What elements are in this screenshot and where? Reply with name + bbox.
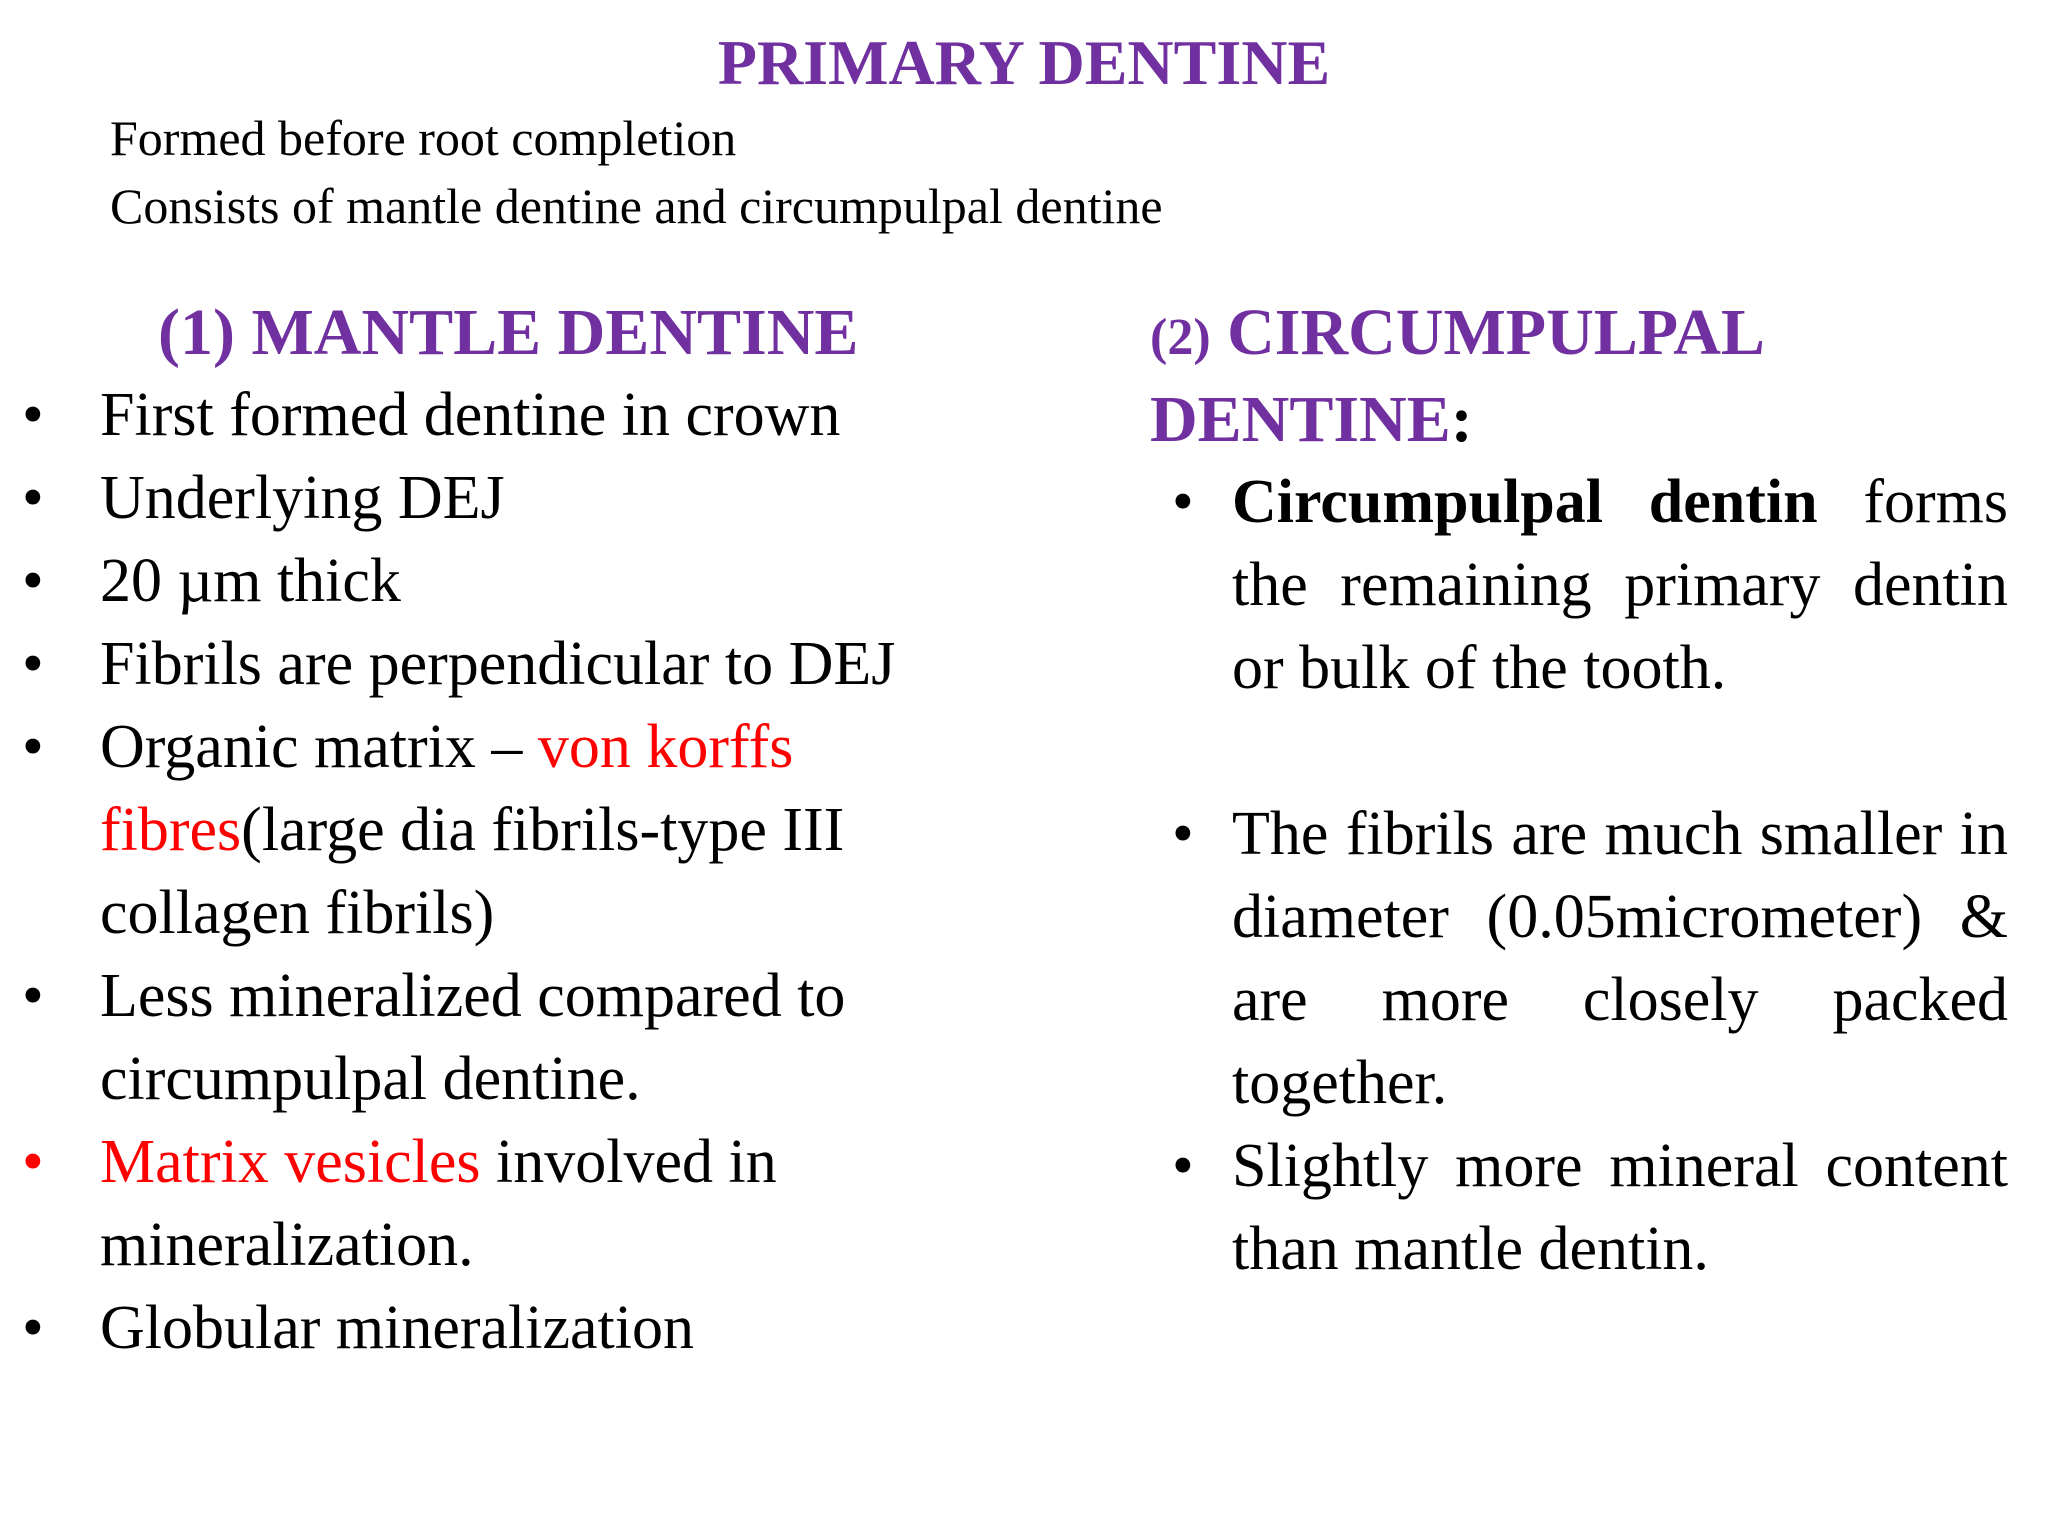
heading-colon: : [1450,383,1473,456]
list-item [0,623,1010,706]
list-item-text: forms the remaining primary dentin or bulk of the tooth. [1232,468,2008,702]
list-item-text: 20 µm thick [100,547,401,615]
bullet-dot-icon: • [1172,468,1194,536]
intro-text [110,104,1163,240]
intro-line: Formed before root completion [110,110,737,166]
list-item [0,457,1010,540]
bullet-dot-icon: • [1172,1132,1194,1200]
list-item-text: Less mineralized compared to circumpulpal dentine. [100,962,846,1113]
bullet-dot-icon: • [22,1128,44,1196]
bullet-dot-icon: • [22,962,44,1030]
list-item [1150,461,2008,710]
slide-title: PRIMARY DENTINE [717,27,1331,98]
highlight-term: Matrix vesicles [100,1128,481,1196]
bullet-dot-icon: • [22,713,44,781]
heading-number: (2) [1150,309,1211,366]
circumpulpal-bullet-list [1150,461,2008,1291]
list-item [1150,793,2008,1125]
bullet-dot-icon: • [22,630,44,698]
list-item-text: Underlying DEJ [100,464,505,532]
circumpulpal-dentine-heading [1150,292,2008,461]
list-item-suffix: (large dia fibrils-type III collagen fibrils) [100,796,845,947]
list-item [0,706,1010,955]
mantle-dentine-heading: (1) MANTLE DENTINE [158,296,859,369]
list-item-text: Fibrils are perpendicular to DEJ [100,630,896,698]
bullet-dot-icon: • [1172,800,1194,868]
bullet-dot-icon: • [22,464,44,532]
list-item-text: Globular mineralization [100,1294,694,1362]
mantle-dentine-column [0,292,1010,1370]
list-item-text: The fibrils are much smaller in diameter (0.05micrometer) & are more closely packed together. [1232,800,2008,1117]
bullet-dot-icon: • [22,1294,44,1362]
highlight-term: von korffs fibres [100,713,794,864]
list-item [1150,1125,2008,1291]
list-item [0,1287,1010,1370]
list-item-text: First formed dentine in crown [100,381,841,449]
list-item [0,1121,1010,1287]
mantle-bullet-list [0,374,1010,1370]
bold-term: Circumpulpal dentin [1232,468,1818,536]
bullet-dot-icon: • [22,381,44,449]
list-item-suffix: involved in mineralization. [100,1128,777,1279]
intro-line: Consists of mantle dentine and circumpulpal dentine [110,178,1163,234]
list-item-prefix: Organic matrix – [100,713,538,781]
heading-text: CIRCUMPULPAL DENTINE [1150,296,1762,456]
circumpulpal-dentine-column [1150,292,2008,1291]
bullet-dot-icon: • [22,547,44,615]
list-item [0,374,1010,457]
list-item [0,955,1010,1121]
list-item [0,540,1010,623]
list-item-text: Slightly more mineral content than mantle dentin. [1232,1132,2008,1283]
